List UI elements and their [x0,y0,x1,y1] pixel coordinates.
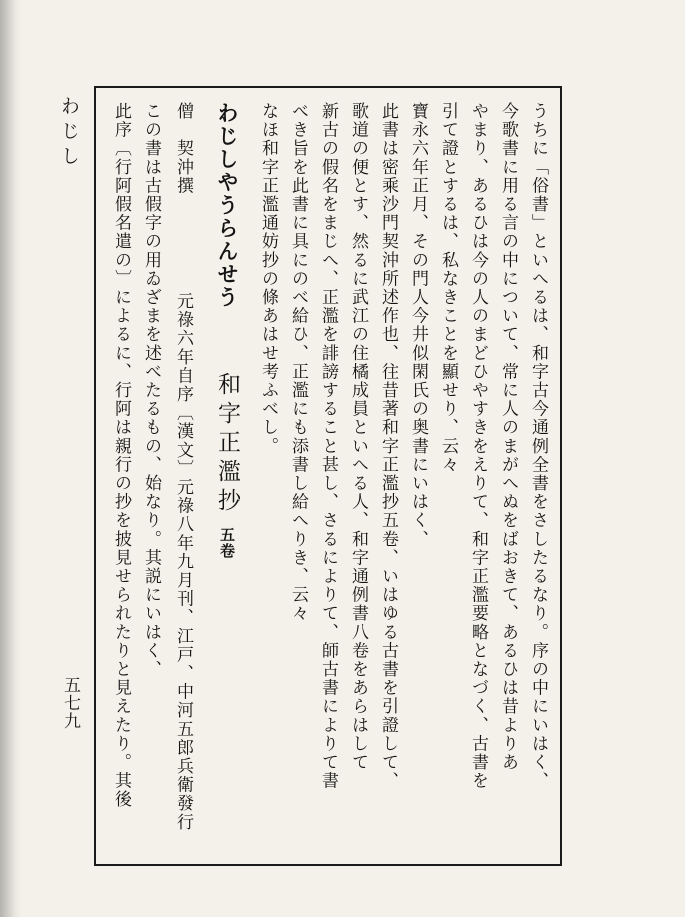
text-column-8: 新古の假名をまじへ、正濫を誹謗すること甚し、さるによりて、師古書によりて書 [318,102,338,791]
entry-heading: わじしやうらんせう [215,102,240,309]
entry-title-block [210,372,240,622]
text-column-4: 引て證とするは、私なきことを顯せり、云々 [438,102,458,474]
text-column-11: この書は古假字の用ゐざまを述べたるもの、始なり。其説にいはく、 [141,102,161,679]
author-line: 僧 契沖撰 [173,102,193,195]
page-number: 五七九 [60,676,80,730]
text-column-10: なほ和字正濫通妨抄の條あはせ考ふべし。 [258,102,278,456]
page-edge-shadow [0,0,22,917]
text-column-6: 此書は密乘沙門契沖所述作也、往昔著和字正濫抄五卷、いはゆる古書を引證して、 [378,102,398,791]
text-column-2: 今歌書に用る言の中について、常に人のまがへぬをばおきて、あるひは昔よりあ [498,102,518,772]
text-column-3: やまり、あるひは今の人のまどひやすきをえりて、和字正濫要略となづく、古書を [468,102,488,791]
publication-line: 元祿六年自序〔漢文〕元祿八年九月刊、江戸、中河五郎兵衛發行 [173,292,193,832]
text-column-9: べき旨を此書に具にのべ給ひ、正濫にも添書し給へりき、云々 [288,102,308,623]
entry-title: 和字正濫抄 [214,372,240,517]
text-column-12: 此序〔行阿假名遣の〕によるに、行阿は親行の抄を披見せられたりと見えたり。其後 [111,102,131,809]
text-column-7: 歌道の便とす、然るに武江の住橘成員といへる人、和字通例書八卷をあらはして [348,102,368,772]
text-column-5: 寶永六年正月、その門人今井似閑氏の奥書にいはく、 [408,102,428,549]
running-header: わじし [58,96,80,171]
entry-volumes: 五卷 [218,527,236,559]
text-column-1: うちに「俗書」といへるは、和字古今通例全書をさしたるなり。序の中にいはく、 [528,102,548,791]
